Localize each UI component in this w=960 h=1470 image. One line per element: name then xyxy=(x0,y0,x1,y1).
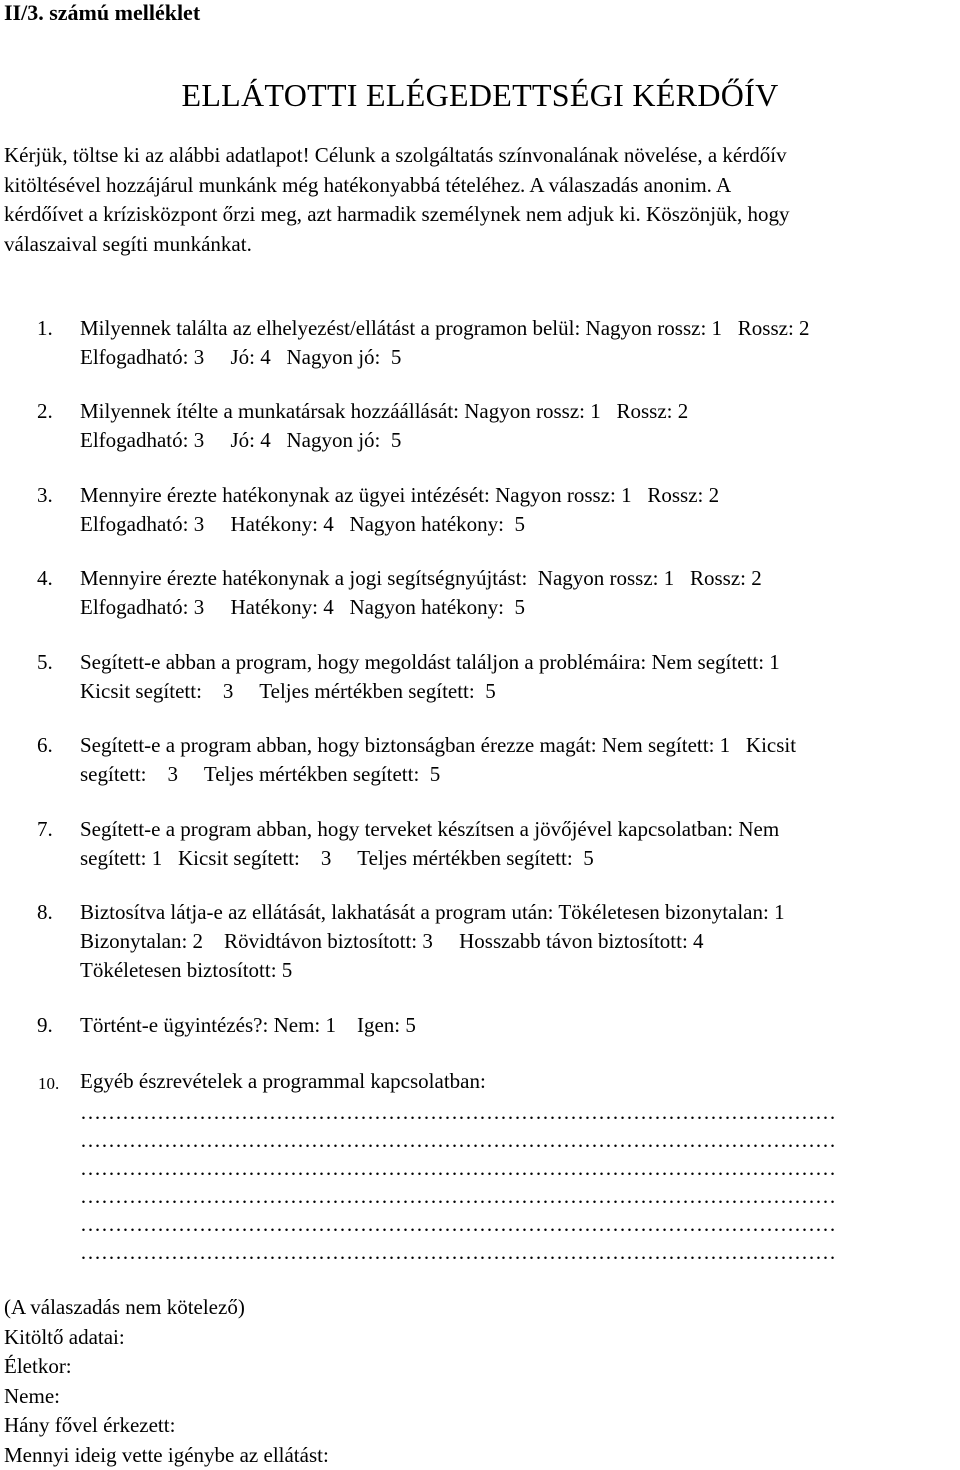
question-text xyxy=(80,314,960,372)
question-line: Mennyire érezte hatékonynak az ügyei intézését: Nagyon rossz: 1 Rossz: 2 xyxy=(80,483,720,507)
question-line: Történt-e ügyintézés?: Nem: 1 Igen: 5 xyxy=(80,1013,416,1037)
question-number: 4. xyxy=(37,566,53,590)
answer-line[interactable]: ……………………………………………………………………………………………… xyxy=(80,1184,836,1208)
annex-label: II/3. számú melléklet xyxy=(4,0,201,25)
question-number: 8. xyxy=(37,900,53,924)
question-text xyxy=(80,1067,960,1096)
answer-line[interactable]: ……………………………………………………………………………………………… xyxy=(80,1156,836,1180)
question-text xyxy=(80,731,960,789)
question-line: Biztosítva látja-e az ellátását, lakhatását a program után: Tökéletesen bizonytalan: 1 xyxy=(80,900,785,924)
age-label: Életkor: xyxy=(4,1354,72,1378)
question-line: Milyennek találta az elhelyezést/ellátást a programon belül: Nagyon rossz: 1 Rossz: 2 xyxy=(80,316,810,340)
question-line: Segített-e a program abban, hogy biztonságban érezze magát: Nem segített: 1 Kicsit xyxy=(80,733,797,757)
respondent-details xyxy=(4,1293,329,1470)
page-title: ELLÁTOTTI ELÉGEDETTSÉGI KÉRDŐÍV xyxy=(181,77,779,113)
party-size-label: Hány fővel érkezett: xyxy=(4,1413,176,1437)
answer-line[interactable]: ……………………………………………………………………………………………… xyxy=(80,1100,836,1124)
service-duration-label: Mennyi ideig vette igénybe az ellátást: xyxy=(4,1442,329,1467)
question-text xyxy=(80,564,960,622)
question-number: 1. xyxy=(37,316,53,340)
question-line: Segített-e abban a program, hogy megoldást találjon a problémáira: Nem segített: 1 xyxy=(80,650,780,674)
question-number: 2. xyxy=(37,399,53,423)
question-number: 9. xyxy=(37,1013,53,1037)
question-line: Mennyire érezte hatékonynak a jogi segítségnyújtást: Nagyon rossz: 1 Rossz: 2 xyxy=(80,566,762,590)
question-number: 3. xyxy=(37,483,53,507)
question-number: 7. xyxy=(37,817,53,841)
question-text xyxy=(80,648,960,706)
question-number: 5. xyxy=(37,650,53,674)
question-line: Bizonytalan: 2 Rövidtávon biztosított: 3 Hosszabb távon biztosított: 4 xyxy=(80,929,704,953)
question-line: Egyéb észrevételek a programmal kapcsolatban: xyxy=(80,1069,486,1093)
question-number: 10. xyxy=(38,1074,60,1093)
question-text xyxy=(80,815,960,873)
question-text xyxy=(80,397,960,455)
answer-line[interactable]: ……………………………………………………………………………………………… xyxy=(80,1128,836,1152)
question-text xyxy=(80,481,960,539)
respondent-data-label: Kitöltő adatai: xyxy=(4,1324,125,1349)
optional-note: (A válaszadás nem kötelező) xyxy=(4,1295,245,1319)
question-text xyxy=(80,1011,960,1040)
question-line: Elfogadható: 3 Jó: 4 Nagyon jó: 5 xyxy=(80,428,402,452)
intro-line: válaszaival segíti munkánkat. xyxy=(4,231,252,256)
question-line: Kicsit segített: 3 Teljes mértékben segített: 5 xyxy=(80,679,496,703)
question-number: 6. xyxy=(37,733,53,757)
question-line: Milyennek ítélte a munkatársak hozzáállását: Nagyon rossz: 1 Rossz: 2 xyxy=(80,399,689,423)
gender-label: Neme: xyxy=(4,1383,60,1408)
intro-line: kitöltésével hozzájárul munkánk még hatékonyabbá tételéhez. A válaszadás anonim. A xyxy=(4,172,732,197)
question-line: segített: 3 Teljes mértékben segített: 5 xyxy=(80,762,441,786)
answer-line[interactable]: ……………………………………………………………………………………………… xyxy=(80,1240,836,1264)
intro-line: kérdőívet a krízisközpont őrzi meg, azt harmadik személynek nem adjuk ki. Köszönjük, hogy xyxy=(4,202,790,226)
question-line: Elfogadható: 3 Jó: 4 Nagyon jó: 5 xyxy=(80,345,402,369)
answer-line[interactable]: ……………………………………………………………………………………………… xyxy=(80,1212,836,1236)
question-line: Elfogadható: 3 Hatékony: 4 Nagyon hatékony: 5 xyxy=(80,595,525,619)
question-line: Elfogadható: 3 Hatékony: 4 Nagyon hatékony: 5 xyxy=(80,512,525,536)
intro-line: Kérjük, töltse ki az alábbi adatlapot! Célunk a szolgáltatás színvonalának növelése, a kérdőív xyxy=(4,143,787,167)
question-text xyxy=(80,898,960,985)
question-line: Tökéletesen biztosított: 5 xyxy=(80,958,293,982)
question-line: Segített-e a program abban, hogy terveket készítsen a jövőjével kapcsolatban: Nem xyxy=(80,817,780,841)
intro-paragraph xyxy=(4,141,956,259)
question-line: segített: 1 Kicsit segített: 3 Teljes mértékben segített: 5 xyxy=(80,846,594,870)
